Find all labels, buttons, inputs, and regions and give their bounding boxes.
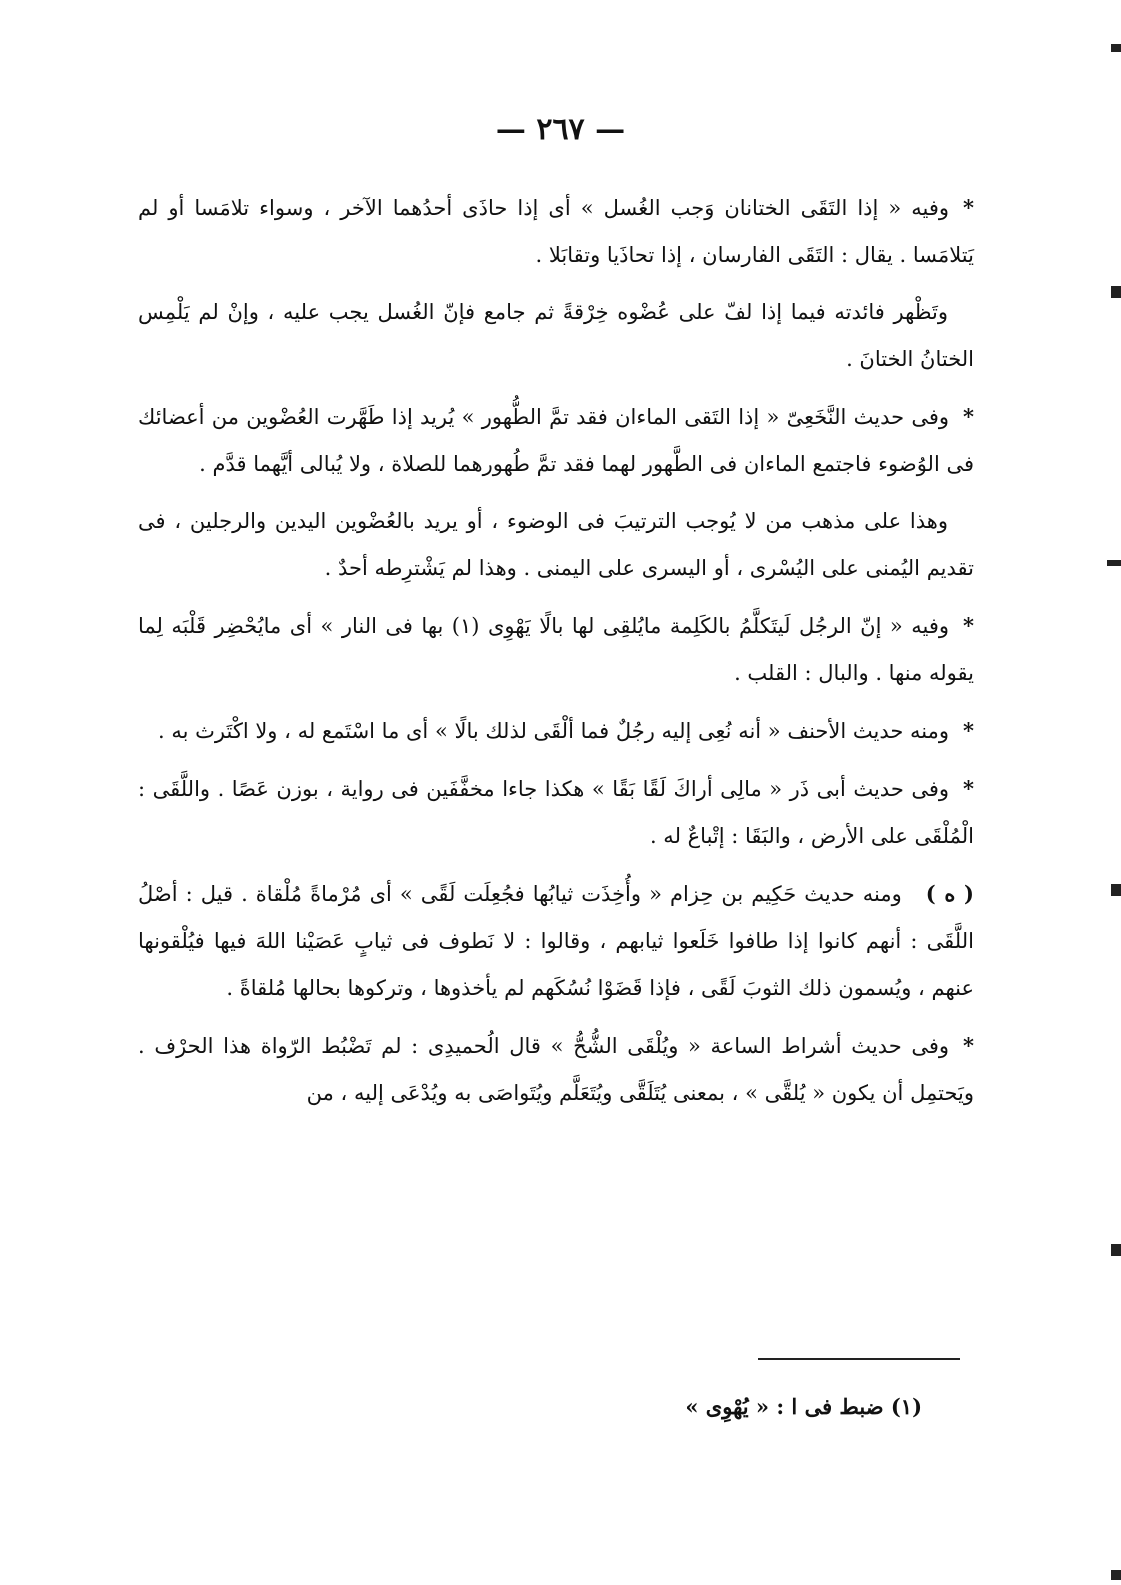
paragraph-text: ومنه حديث الأحنف « أنه نُعِى إليه رجُلٌ فما ألْقَى لذلك بالًا » أى ما اسْتَمع له ، ولا اكْتَرث به . (158, 719, 950, 743)
paragraph-text: ومنه حديث حَكِيم بن حِزام « وأُخِذَت ثيابُها فجُعِلَت لَقًى » أى مُرْماةً مُلْقاة . قيل : أصْلُ اللَّقَى : أنهم كانوا إذا طافوا خَلَعوا ثيابهم ، وقالوا : لا نَطوف فى ثيابٍ عَصَيْنا اللهَ فيها فيُلْقونها عنهم ، ويُسمون ذلك الثوبَ لَقًى ، فإذا قَضَوْا نُسُكَهم لم يأخذوها ، وتركوها بحالها مُلقاةً . (138, 882, 974, 1000)
paragraph-2 (138, 289, 974, 383)
footnote: (١) ضبط فى ا : « يُهْوِى » (685, 1394, 922, 1419)
page-number: — ٢٦٧ — (495, 112, 626, 147)
paragraph-7 (138, 765, 974, 860)
bullet-star: * (963, 404, 974, 429)
scan-edge-mark (1111, 44, 1121, 52)
paragraph-3 (138, 393, 974, 488)
paragraph-text: وفى حديث أبى ذَر « مالِى أراكَ لَقًا بَقًا » هكذا جاءا مخفَّفَين فى رواية ، بوزن عَصًا . واللَّقَى : الْمُلْقَى على الأرض ، والبَقَا : إتْباعٌ له . (138, 777, 974, 848)
source-label: ( ه ) (925, 881, 974, 906)
scan-edge-mark (1107, 560, 1121, 566)
bullet-star: * (963, 1033, 974, 1058)
paragraph-9 (138, 1022, 974, 1117)
scan-edge-mark (1111, 1570, 1121, 1580)
bullet-star: * (963, 195, 974, 220)
paragraph-5 (138, 602, 974, 697)
paragraph-4 (138, 498, 974, 592)
scan-edge-mark (1111, 1244, 1121, 1256)
paragraph-text: وهذا على مذهب من لا يُوجب الترتيبَ فى الوضوء ، أو يريد بالعُضْوين اليدين والرجلين ، فى تقديم اليُمنى على اليُسْرى ، أو اليسرى على اليمنى . وهذا لم يَشْترِطه أحدٌ . (138, 509, 974, 580)
paragraph-8 (138, 870, 974, 1012)
bullet-star: * (963, 613, 974, 638)
body-text (138, 184, 974, 1127)
scan-edge-mark (1111, 286, 1121, 298)
paragraph-1 (138, 184, 974, 279)
paragraph-6 (138, 707, 974, 755)
bullet-star: * (963, 776, 974, 801)
scan-edge-mark (1111, 884, 1121, 896)
bullet-star: * (963, 718, 974, 743)
paragraph-text: وفى حديث النَّخَعِىّ « إذا التَقى الماءان فقد تمَّ الطُّهور » يُريد إذا طَهَّرت العُضْوين من أعضائك فى الوُضوء فاجتمع الماءان فى الطَّهور لهما فقد تمَّ طُهورهما للصلاة ، ولا يُبالى أيَّهما قدَّم . (138, 405, 974, 476)
paragraph-text: وفيه « إذا التَقَى الختانان وَجب الغُسل » أى إذا حاذَى أحدُهما الآخر ، وسواء تلامَسا أو لم يَتلامَسا . يقال : التَقَى الفارسان ، إذا تحاذَيا وتقابَلا . (138, 196, 974, 267)
paragraph-text: وتَظْهر فائدته فيما إذا لفّ على عُضْوه خِرْقةً ثم جامع فإنّ الغُسل يجب عليه ، وإنْ لم يَلْمِس الختانُ الختانَ . (138, 300, 974, 371)
paragraph-text: وفى حديث أشراط الساعة « ويُلْقَى الشُّحُّ » قال الُحميدِى : لم تَضْبُط الرّواة هذا الحرْف . ويَحتمِل أن يكون « يُلقَّى » ، بمعنى يُتَلَقَّى ويُتَعَلَّم ويُتَواصَى به ويُدْعَى إليه ، من (138, 1034, 974, 1105)
footnote-divider (758, 1358, 960, 1360)
paragraph-text: وفيه « إنّ الرجُل لَيتَكلَّمُ بالكَلِمة مايُلقِى لها بالًا يَهْوِى (١) بها فى النار » أى مايُحْضِر قَلْبَه لِما يقوله منها . والبال : القلب . (138, 614, 974, 685)
